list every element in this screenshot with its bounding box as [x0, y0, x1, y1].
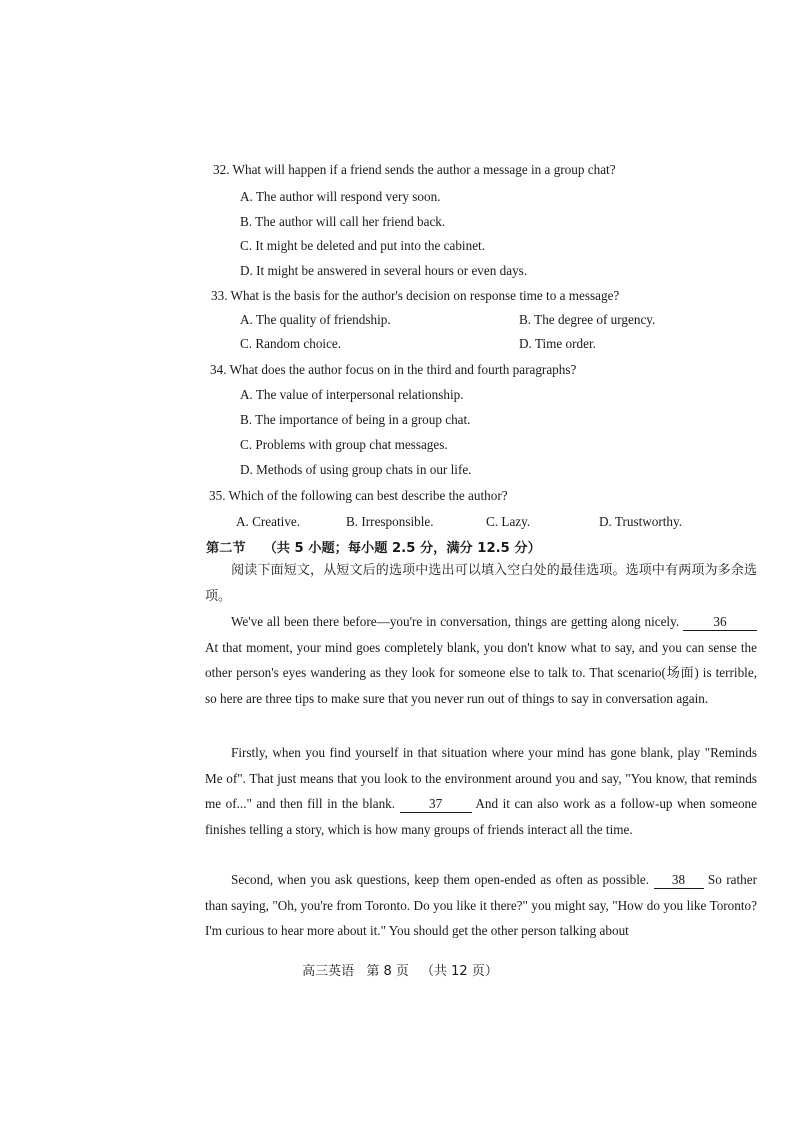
- paragraph-3-part-a: Second, when you ask questions, keep them open-ended as often as possible.: [231, 872, 650, 887]
- question-32-option-d: D. It might be answered in several hours or even days.: [240, 263, 528, 278]
- question-34-option-b: B. The importance of being in a group chat.: [240, 412, 471, 427]
- question-35-option-c: C. Lazy.: [486, 514, 531, 529]
- question-33-option-b: B. The degree of urgency.: [519, 312, 656, 327]
- question-33-option-d: D. Time order.: [519, 336, 596, 351]
- question-34-option-a: A. The value of interpersonal relationship.: [240, 387, 464, 402]
- blank-36: 36: [683, 614, 757, 631]
- footer-total-pages: （共 12 页）: [421, 964, 498, 979]
- question-32-stem: 32. What will happen if a friend sends the author a message in a group chat?: [213, 162, 616, 177]
- question-35-option-b: B. Irresponsible.: [346, 514, 434, 529]
- question-33-option-a: A. The quality of friendship.: [240, 312, 391, 327]
- blank-38: 38: [654, 872, 704, 889]
- question-32-option-b: B. The author will call her friend back.: [240, 214, 446, 229]
- section-title: 第二节: [206, 541, 246, 556]
- question-34-stem: 34. What does the author focus on in the third and fourth paragraphs?: [210, 362, 577, 377]
- section-instruction: [205, 558, 757, 609]
- question-34-option-d: D. Methods of using group chats in our life.: [240, 462, 472, 477]
- blank-37: 37: [400, 796, 472, 813]
- passage-paragraph-3: [205, 867, 757, 944]
- question-35-option-d: D. Trustworthy.: [599, 514, 683, 529]
- question-34-option-c: C. Problems with group chat messages.: [240, 437, 448, 452]
- question-35-stem: 35. Which of the following can best describe the author?: [209, 488, 508, 503]
- question-33-stem: 33. What is the basis for the author's decision on response time to a message?: [211, 288, 620, 303]
- question-32-option-a: A. The author will respond very soon.: [240, 189, 441, 204]
- paragraph-1-part-b: At that moment, your mind goes completely blank, you don't know what to say, and you can sense the other person's eyes wandering as they look for someone else to talk to. That scenario(场面) is terrible, so here are three tips to make sure that you never run out of things to say in conversation again.: [205, 639, 757, 706]
- paragraph-3-part-b: So rather than saying, "Oh, you're from Toronto. Do you like it there?" you might say, "How do you like Toronto? I'm curious to hear more about it." You should get the other person talking about: [205, 872, 758, 939]
- paragraph-2-part-b: And it can also work as a follow-up when someone finishes telling a story, which is how many groups of friends interact all the time.: [205, 796, 757, 837]
- section-heading: [206, 537, 541, 556]
- footer-subject: 高三英语: [302, 964, 355, 979]
- paragraph-1-part-a: We've all been there before—you're in conversation, things are getting along nicely.: [231, 614, 680, 629]
- section-note: （共 5 小题；每小题 2.5 分，满分 12.5 分）: [263, 541, 541, 556]
- passage-paragraph-1: [205, 609, 757, 711]
- question-35-option-a: A. Creative.: [236, 514, 301, 529]
- instruction-text: 阅读下面短文，从短文后的选项中选出可以填入空白处的最佳选项。选项中有两项为多余选项。: [205, 563, 757, 604]
- page-footer: [0, 960, 800, 979]
- question-32-option-c: C. It might be deleted and put into the cabinet.: [240, 238, 486, 253]
- passage-paragraph-2: [205, 740, 757, 842]
- footer-page-number: 第 8 页: [366, 964, 409, 979]
- paragraph-2-part-a: Firstly, when you find yourself in that situation where your mind has gone blank, play "Reminds Me of". That just means that you look to the environment around you and say, "You know, that reminds me of..." and then fill in the blank.: [205, 745, 757, 812]
- question-33-option-c: C. Random choice.: [240, 336, 342, 351]
